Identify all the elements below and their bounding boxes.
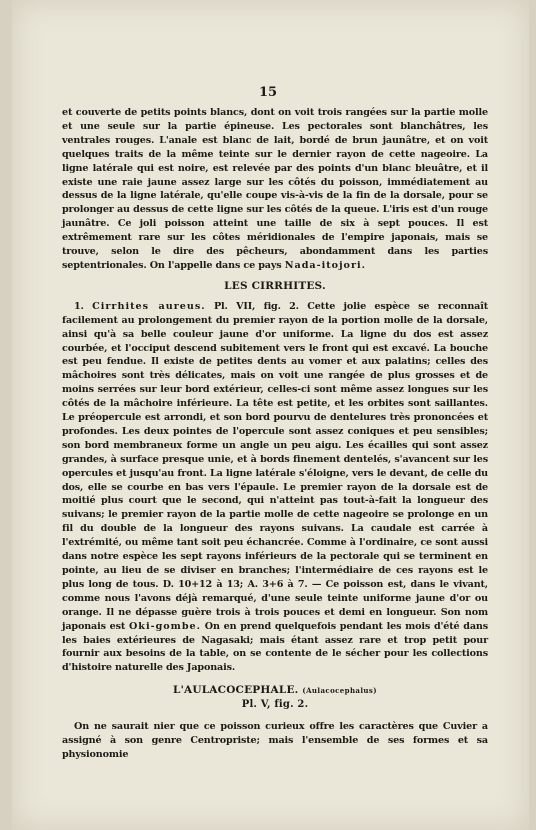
- paragraph-cirrhites-text: Pl. VII, fig. 2. Cette jolie espèce se reconnaît facilement au prolongement du premier rayon de la portion molle de la dorsale, ainsi qu'à sa belle couleur jaune d'or uniforme. La ligne du dos est assez courbée, et l'occiput descend subitement vers le front qui est excavé. La bouche est peu fendue. Il existe de petites dents au vomer et aux palatins; celles des mâchoires sont très délicates, mais on voit une rangée de plus grosses et de moins serrées sur leur bord extérieur, celles-ci sont même assez longues sur les côtés de la mâchoire inférieure. La tête est petite, et les orbites sont saillantes. Le préopercule est arrondi, et son bord pourvu de dentelures très prononcées et profondes. Les deux pointes de l'opercule sont assez coniques et peu sensibles; son bord membraneux forme un angle un peu aigu. Les écailles qui sont assez grandes, à surface presque unie, et à bords finement dentelés, s'avancent sur les opercules et jusqu'au front. La ligne latérale s'éloigne, vers le devant, de celle du dos, elle se courbe en bas vers l'épaule. Le premier rayon de la dorsale est de moitié plus court que le second, qui n'atteint pas tout-à-fait la longueur des suivans; le premier rayon de la partie molle de cette nageoire se prolonge en un fil du double de la longueur des rayons suivans. La caudale est carrée à l'extrémité, ou même tant soit peu échancrée. Comme à l'ordinaire, ce sont aussi dans notre espèce les sept rayons inférieurs de la pectorale qui se terminent en pointe, au lieu de se diviser en branches; l'intermédiaire de ces rayons est le plus long de tous. D. 10+12 à 13; A. 3+6 à 7. — Ce poisson est, dans le vivant, comme nous l'avons déjà remarqué, d'une seule teinte uniforme jaune d'or ou orange. Il ne dépasse guère trois à trois pouces et demi en longueur. Son nom japonais est: [62, 300, 488, 632]
- paragraph-aulacocephale: On ne saurait nier que ce poisson curieux offre les caractères que Cuvier a assigné à son genre Centropriste; mais l'ensemble de ses formes et sa physionomie: [62, 721, 488, 760]
- paragraph-cirrhites-end: On en prend quelquefois pendant les mois d'été dans les baies extérieures de Nagasaki; mais étant assez rare et trop petit pour fournir aux besoins de la table, on se contente de le sécher pour les collections d'histoire naturelle des Japonais.: [62, 620, 488, 674]
- paragraph-cirrhites: [62, 300, 488, 675]
- page-number: 15: [258, 85, 278, 100]
- body-text: [62, 106, 488, 762]
- heading-aulacocephale-latin: (Aulacocephalus): [302, 686, 377, 696]
- plate-reference: Pl. V, fig. 2.: [241, 699, 309, 711]
- paragraph-intro: [62, 106, 488, 273]
- japanese-name-nada: Nada-itojori.: [284, 259, 366, 271]
- species-number: 1.: [74, 300, 84, 312]
- paragraph-intro-text: et couverte de petits points blancs, dont on voit trois rangées sur la partie molle et une seule sur la partie épineuse. Les pectorales sont blanchâtres, les ventrales rouges. L'anale est blanc de lait, bordé de brun jaunâtre, et on voit quelques traits de la même teinte sur le dernier rayon de cette nageoire. La ligne latérale qui est noire, est relevée par des points d'un blanc bleuâtre, et il existe une raie jaune assez large sur les côtés du poisson, immédiatement au dessus de la ligne latérale, qu'elle coupe vis-à-vis de la fin de la dorsale, pour se prolonger au dessus de cette ligne sur les côtés de la queue. L'iris est d'un rouge jaunâtre. Ce joli poisson atteint une taille de six à sept pouces. Il est extrêmement rare sur les côtes méridionales de l'empire japonais, mais se trouve, selon le dire des pêcheurs, abondamment dans les parties septentrionales. On l'appelle dans ce pays: [62, 107, 488, 271]
- section-heading-cirrhites: LES CIRRHITES.: [224, 279, 326, 292]
- section-heading-aulacocephale: [62, 684, 488, 698]
- heading-aulacocephale-title: L'AULACOCEPHALE.: [173, 684, 299, 697]
- japanese-name-oki: Oki-gombe.: [128, 620, 201, 632]
- species-name: Cirrhites aureus.: [92, 300, 206, 312]
